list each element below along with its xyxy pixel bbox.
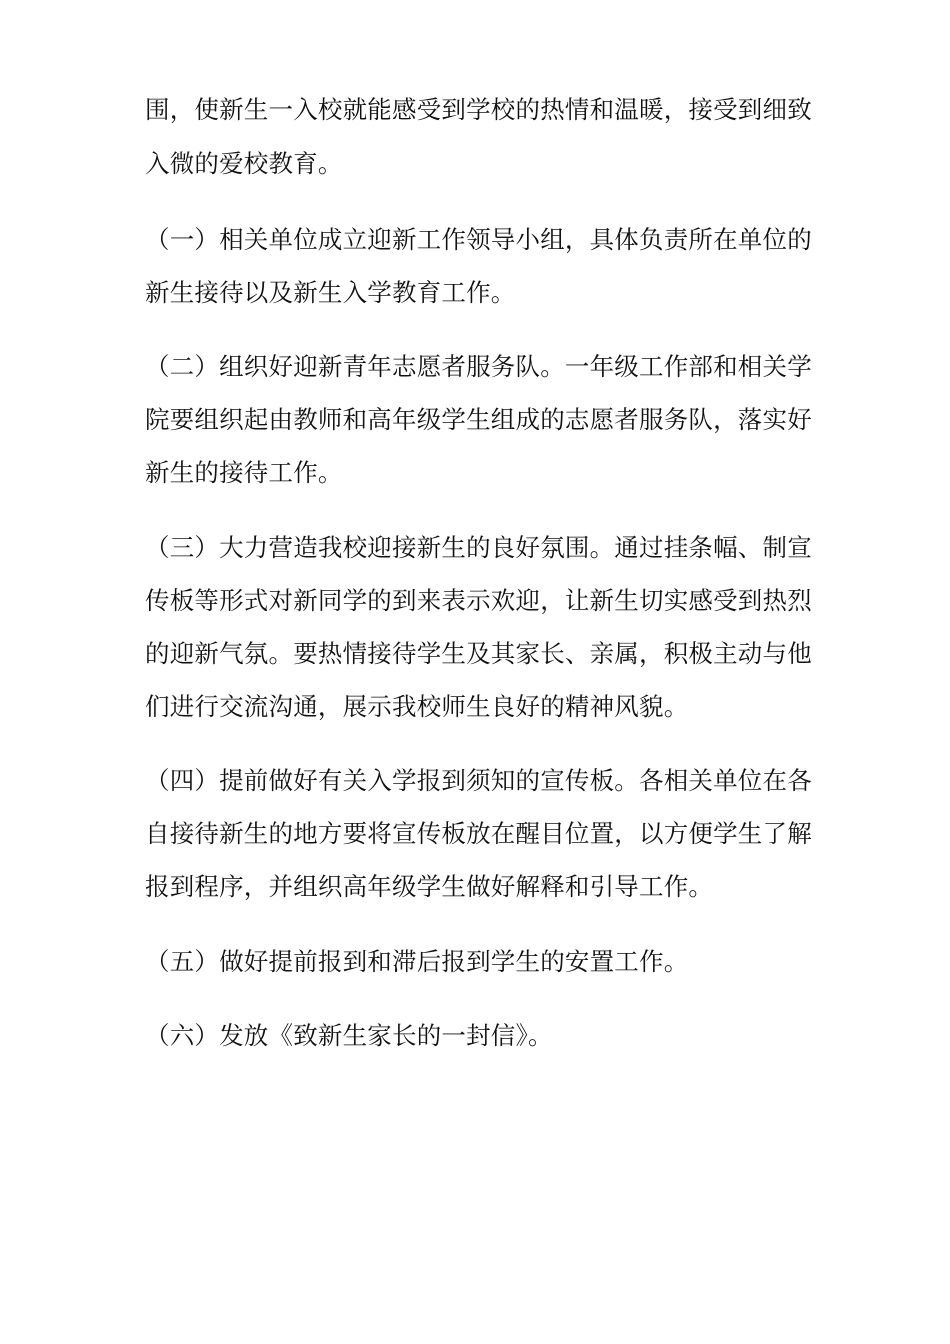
paragraph-line: 的迎新气氛。要热情接待学生及其家长、亲属，积极主动与他 xyxy=(145,639,812,668)
paragraph-line: （二）组织好迎新青年志愿者服务队。一年级工作部和相关学 xyxy=(145,352,812,381)
paragraph-line: （六）发放《致新生家长的一封信》。 xyxy=(145,1021,553,1050)
paragraph-line: 新生接待以及新生入学教育工作。 xyxy=(145,278,516,307)
paragraph-line: 院要组织起由教师和高年级学生组成的志愿者服务队，落实好 xyxy=(145,405,812,434)
paragraph-line: 报到程序，并组织高年级学生做好解释和引导工作。 xyxy=(145,872,714,901)
paragraph-line: 新生的接待工作。 xyxy=(145,458,343,487)
paragraph-line: （四）提前做好有关入学报到须知的宣传板。各相关单位在各 xyxy=(145,766,812,795)
paragraph-line: 们进行交流沟通，展示我校师生良好的精神风貌。 xyxy=(145,692,689,721)
paragraph-line: （三）大力营造我校迎接新生的良好氛围。通过挂条幅、制宣 xyxy=(145,533,812,562)
paragraph-line: 传板等形式对新同学的到来表示欢迎，让新生切实感受到热烈 xyxy=(145,586,812,615)
paragraph-line: 围，使新生一入校就能感受到学校的热情和温暖，接受到细致 xyxy=(145,95,812,124)
paragraph-line: （五）做好提前报到和滞后报到学生的安置工作。 xyxy=(145,947,689,976)
paragraph-line: 入微的爱校教育。 xyxy=(145,149,343,178)
paragraph-line: （一）相关单位成立迎新工作领导小组，具体负责所在单位的 xyxy=(145,225,812,254)
paragraph-line: 自接待新生的地方要将宣传板放在醒目位置，以方便学生了解 xyxy=(145,819,812,848)
